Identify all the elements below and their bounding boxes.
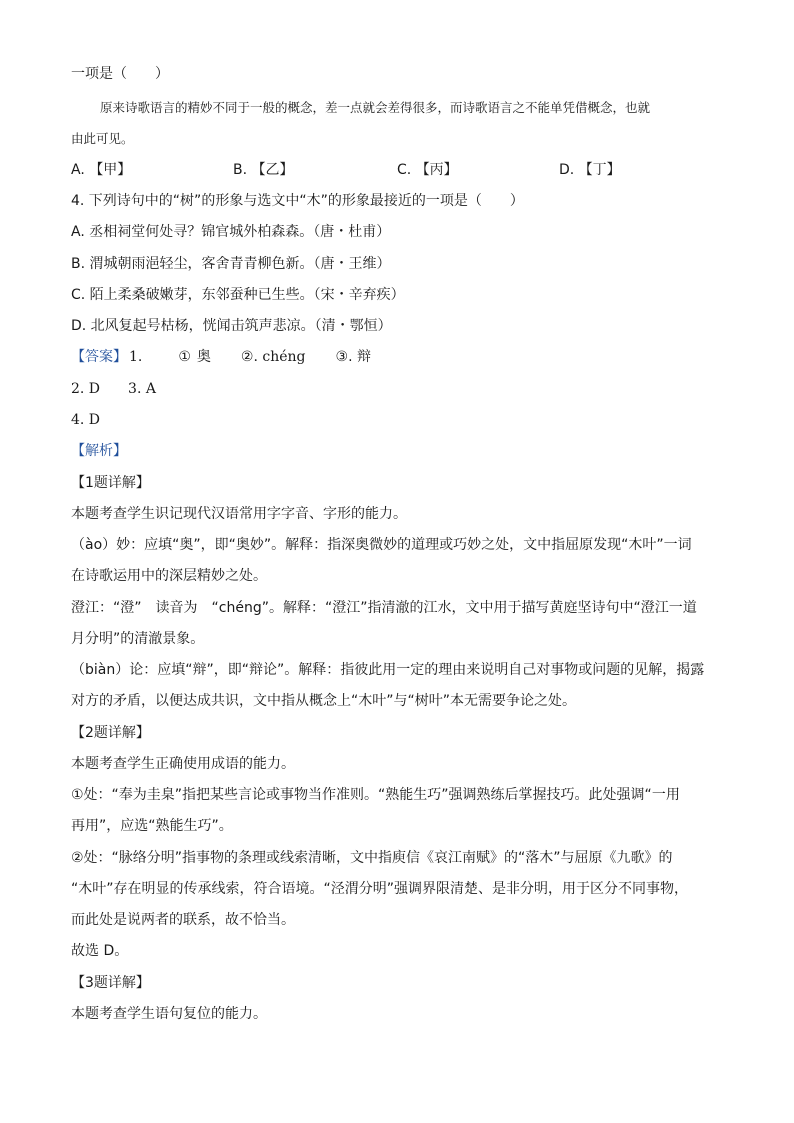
- question-stem-tail: 一项是（ ）: [71, 66, 169, 82]
- answer-blank-2-marker: ②: [240, 349, 254, 365]
- answer-number: 1.: [129, 349, 143, 365]
- detail-1-line-4: 澄江：“澄” 读音为 “chéng”。解释：“澄江”指清澈的江水，文中用于描写黄庭坚诗句中“澄江一道: [71, 600, 697, 616]
- detail-2-line-1: 本题考查学生正确使用成语的能力。: [71, 756, 295, 772]
- detail-1-line-2: （ào）妙：应填“奥”，即“奥妙”。解释：指深奥微妙的道理或巧妙之处，文中指屈原发现“木叶”一词: [71, 537, 692, 553]
- detail-1-line-7: 对方的矛盾，以便达成共识，文中指从概念上“木叶”与“树叶”本无需要争论之处。: [71, 693, 577, 709]
- quoted-passage-line-2: 由此可见。: [71, 131, 134, 146]
- answer-4: 4. D: [71, 412, 101, 428]
- question-4-option-b: B. 渭城朝雨浥轻尘，客舍青青柳色新。（唐・王维）: [71, 256, 391, 272]
- option-b: B. 【乙】: [233, 162, 294, 178]
- answer-line: [71, 347, 371, 367]
- quoted-passage-line-1: 原来诗歌语言的精妙不同于一般的概念，差一点就会差得很多，而诗歌语言之不能单凭借概念，也就: [100, 100, 651, 115]
- detail-3-line-1: 本题考查学生语句复位的能力。: [71, 1006, 267, 1022]
- answer-2-3: 2. D 3. A: [71, 381, 156, 397]
- detail-2-line-4: ②处：“脉络分明”指事物的条理或线索清晰，文中指庾信《哀江南赋》的“落木”与屈原《九歌》的: [71, 850, 673, 866]
- option-d: D. 【丁】: [559, 162, 621, 178]
- question-4-option-a: A. 丞相祠堂何处寻？锦官城外柏森森。（唐・杜甫）: [71, 224, 391, 240]
- answer-blank-2: . chéng: [253, 349, 306, 365]
- detail-1-heading: 【1题详解】: [71, 475, 150, 491]
- analysis-heading: 【解析】: [71, 443, 127, 459]
- detail-2-conclusion: 故选 D。: [71, 943, 129, 959]
- detail-2-line-6: 而此处是说两者的联系，故不恰当。: [71, 912, 295, 928]
- option-a: A. 【甲】: [71, 162, 132, 178]
- question-4-option-c: C. 陌上柔桑破嫩芽，东邻蚕种已生些。（宋・辛弃疾）: [71, 287, 405, 303]
- detail-2-line-2: ①处：“奉为圭臬”指把某些言论或事物当作准则。“熟能生巧”强调熟练后掌握技巧。此处强调“一用: [71, 787, 680, 803]
- detail-1-line-5: 月分明”的清澈景象。: [71, 631, 205, 647]
- detail-2-line-3: 再用”，应选“熟能生巧”。: [71, 818, 233, 834]
- answer-label: 【答案】: [71, 349, 127, 365]
- detail-1-line-6: （biàn）论：应填“辩”，即“辩论”。解释：指彼此用一定的理由来说明自己对事物或问题的见解，揭露: [71, 662, 705, 678]
- question-4-option-d: D. 北风复起号枯杨，恍闻击筑声悲凉。（清・鄂恒）: [71, 318, 392, 334]
- detail-3-heading: 【3题详解】: [71, 975, 150, 991]
- answer-blank-3: . 辩: [348, 349, 371, 365]
- option-c: C. 【丙】: [397, 162, 458, 178]
- answer-blank-1-marker: ①: [178, 349, 191, 365]
- detail-1-line-1: 本题考查学生识记现代汉语常用字字音、字形的能力。: [71, 506, 407, 522]
- answer-blank-3-marker: ③: [335, 349, 349, 365]
- detail-1-line-3: 在诗歌运用中的深层精妙之处。: [71, 568, 267, 584]
- answer-blank-1: 奥: [196, 349, 211, 365]
- detail-2-heading: 【2题详解】: [71, 725, 150, 741]
- question-4: 4. 下列诗句中的“树”的形象与选文中“木”的形象最接近的一项是（ ）: [71, 193, 524, 209]
- detail-2-line-5: “木叶”存在明显的传承线索，符合语境。“泾渭分明”强调界限清楚、是非分明，用于区分不同事物，: [71, 881, 689, 897]
